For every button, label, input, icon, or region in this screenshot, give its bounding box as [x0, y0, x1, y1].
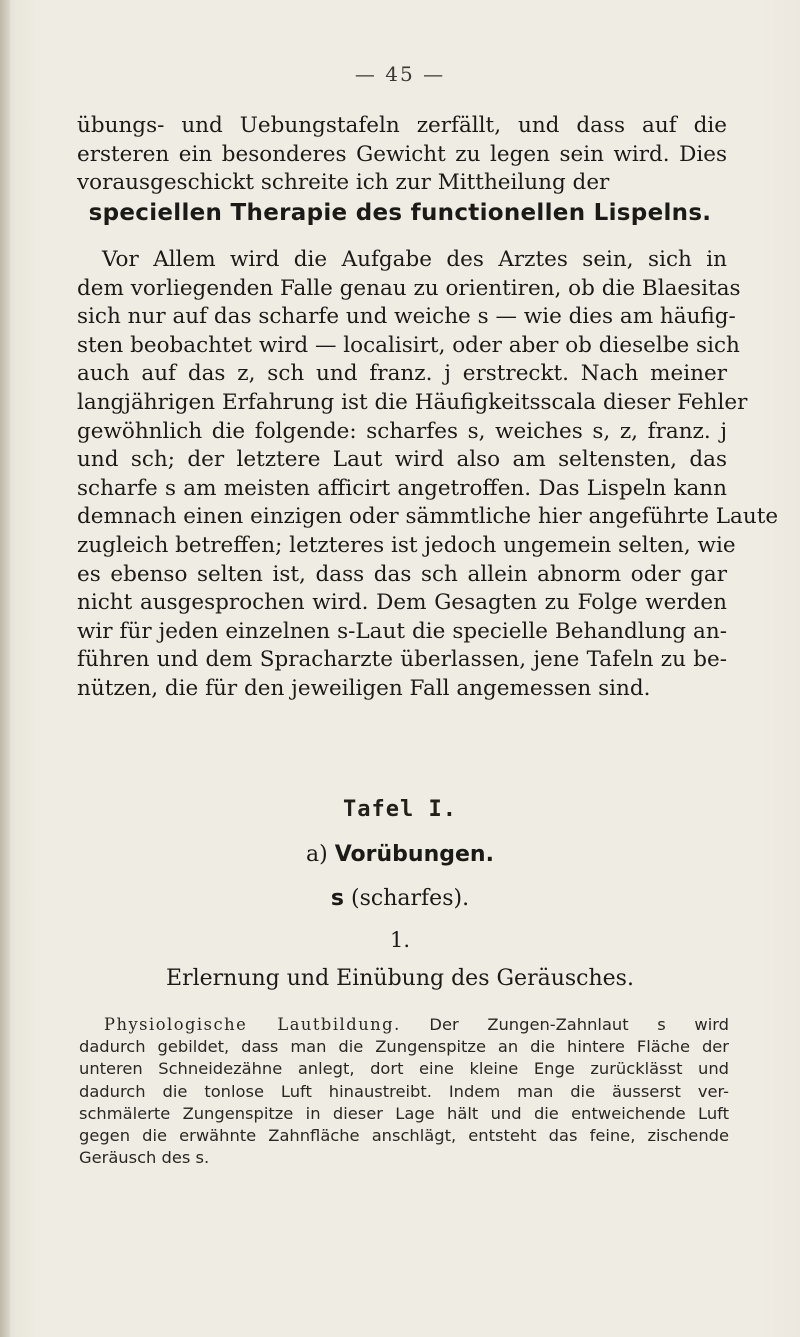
text-line: demnach einen einzigen oder sämmtliche hier angeführte Laute: [77, 504, 779, 530]
text-line: gewöhnlich die folgende: scharfes s, weiches s, z, franz. j: [77, 418, 727, 444]
text-line: Geräusch des s.: [79, 1148, 210, 1168]
text-line: langjährigen Erfahrung ist die Häufigkeitsscala dieser Fehler: [77, 389, 748, 415]
text-line: scharfe s am meisten afficirt angetroffen. Das Lispeln kann: [77, 475, 727, 501]
text-line: dadurch die tonlose Luft hinaustreibt. Indem man die äusserst ver-: [79, 1081, 729, 1101]
text-line: dem vorliegenden Falle genau zu orientiren, ob die Blaesitas: [77, 275, 741, 301]
text-line: ersteren ein besonderes Gewicht zu legen sein wird. Dies: [77, 141, 727, 167]
sound-line: [0, 886, 800, 911]
text-line: zugleich betreffen; letzteres ist jedoch ungemein selten, wie: [77, 532, 736, 558]
text-line: [79, 1014, 729, 1036]
section-heading: speciellen Therapie des functionellen Lispelns.: [88, 200, 712, 226]
section-title: Erlernung und Einübung des Geräusches.: [166, 966, 634, 991]
intro-paragraph: [77, 112, 727, 198]
main-paragraph: [77, 246, 779, 704]
page-number: — 45 —: [354, 62, 446, 86]
physiology-paragraph: [79, 1014, 729, 1169]
text-line: es ebenso selten ist, dass das sch allein abnorm oder gar: [77, 561, 727, 587]
text-line: gegen die erwähnte Zahnfläche anschlägt, entsteht das feine, zischende: [79, 1126, 729, 1146]
text-line: nützen, die für den jeweiligen Fall angemessen sind.: [77, 675, 651, 701]
tafel-title: Tafel I.: [343, 797, 457, 822]
text-line: sich nur auf das scharfe und weiche s — wie dies am häufig-: [77, 304, 736, 330]
physiology-first-line: Der Zungen-Zahnlaut s wird: [429, 1015, 729, 1034]
text-line: nicht ausgesprochen wird. Dem Gesagten zu Folge werden: [77, 590, 727, 616]
text-line: und sch; der letztere Laut wird also am seltensten, das: [77, 447, 727, 473]
text-line: Vor Allem wird die Aufgabe des Arztes sein, sich in: [102, 247, 727, 272]
text-line: schmälerte Zungenspitze in dieser Lage hält und die entweichende Luft: [79, 1103, 729, 1123]
physiology-lead: Physiologische Lautbildung.: [104, 1015, 401, 1034]
sound-letter: s: [330, 886, 345, 911]
text-line: führen und dem Spracharzte überlassen, jene Tafeln zu be-: [77, 647, 727, 673]
text-line: übungs- und Uebungstafeln zerfällt, und dass auf die: [77, 113, 727, 138]
text-line: wir für jeden einzelnen s-Laut die specielle Behandlung an-: [77, 618, 727, 644]
text-line: vorausgeschickt schreite ich zur Mittheilung der: [77, 170, 610, 196]
subsection-prefix: a): [306, 842, 328, 867]
subsection-title: Vorübungen.: [334, 842, 494, 867]
text-line: auch auf das z, sch und franz. j erstreckt. Nach meiner: [77, 361, 727, 387]
text-line: sten beobachtet wird — localisirt, oder aber ob dieselbe sich: [77, 332, 740, 358]
text-line: dadurch gebildet, dass man die Zungenspitze an die hintere Fläche der: [79, 1037, 729, 1057]
section-number: 1.: [389, 928, 411, 952]
text-line: unteren Schneidezähne anlegt, dort eine kleine Enge zurücklässt und: [79, 1059, 729, 1079]
sound-note: (scharfes).: [351, 886, 470, 911]
subsection-heading: [0, 842, 800, 867]
